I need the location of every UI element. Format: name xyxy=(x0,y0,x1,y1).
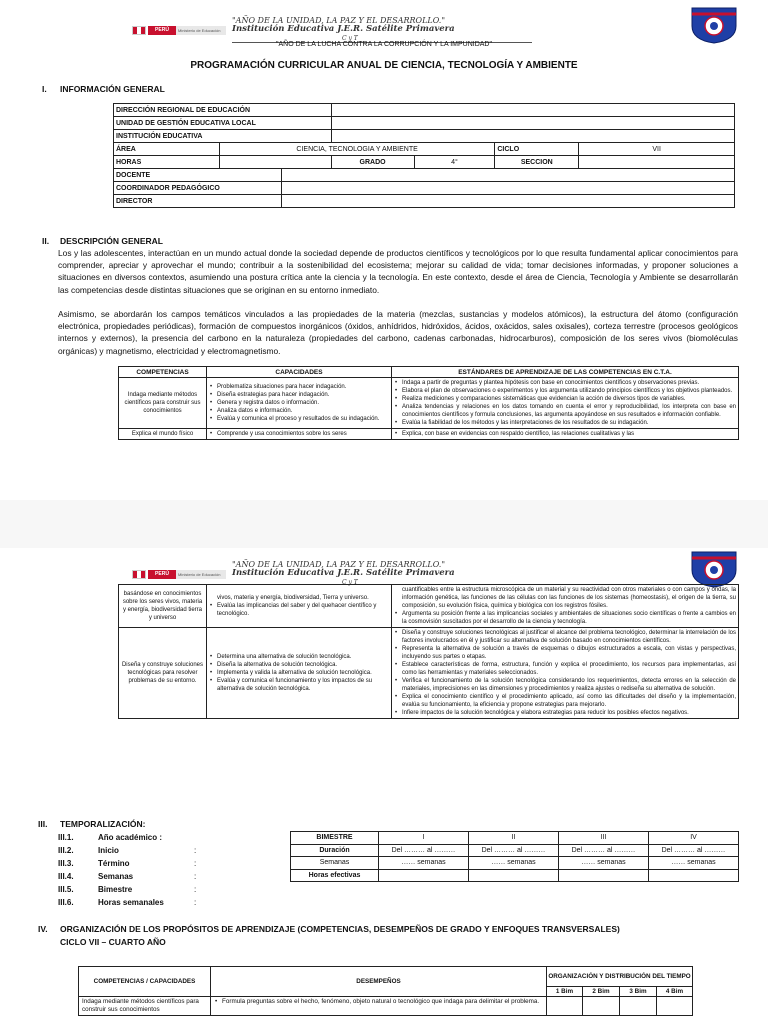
competencia-cell: Diseña y construye soluciones tecnológicas para resolver problemas de su entorno. xyxy=(119,628,207,719)
motto-line-1: "AÑO DE LA UNIDAD, LA PAZ Y EL DESARROLLO." xyxy=(232,16,446,25)
estandar-continued: cuantificables entre la estructura microscópica de un material y su reactividad con otros materiales o con campos y ondas, la información genética, las funciones de las células con las funciones de los sistemas (homeostasis), el origen de la tierra, su composición, su evolución física, química y biológica con los registros fósiles. xyxy=(402,587,736,609)
organization-table xyxy=(78,966,693,1016)
col-header-bim-1: 1 Bim xyxy=(547,987,583,997)
list-item: • Determina una alternativa de solución tecnológica. xyxy=(209,653,389,661)
ie-value[interactable] xyxy=(331,130,734,143)
list-item: • Implementa y valida la alternativa de solución tecnológica. xyxy=(209,669,389,677)
year-subtitle: "AÑO DE LA LUCHA CONTRA LA CORRUPCIÓN Y LA IMPUNIDAD" xyxy=(276,41,492,48)
school-crest-icon xyxy=(688,6,740,44)
duracion-label: Duración xyxy=(291,844,379,857)
institution-motto xyxy=(232,16,532,43)
bim-col-3: III xyxy=(559,832,649,845)
col-header-bim-2: 2 Bim xyxy=(583,987,620,997)
motto-line-3: C y T xyxy=(342,579,358,586)
horas-cell[interactable] xyxy=(559,869,649,882)
duracion-cell[interactable]: Del ……… al ……… xyxy=(379,844,469,857)
peru-flag-icon xyxy=(132,26,146,35)
col-header-desempenos: DESEMPEÑOS xyxy=(211,967,547,997)
estandares-cell xyxy=(392,585,739,628)
list-item: • Genera y registra datos o información. xyxy=(209,399,389,407)
desempeno-cell xyxy=(211,997,547,1016)
ugel-label: UNIDAD DE GESTIÓN EDUCATIVA LOCAL xyxy=(114,117,332,130)
list-item: • Evalúa y comunica el proceso y resultados de su indagación. xyxy=(209,415,389,423)
page-gap xyxy=(0,500,768,548)
semanas-cell[interactable]: …… semanas xyxy=(469,857,559,870)
institution-motto xyxy=(232,560,532,587)
section-4-subtitle: CICLO VII – CUARTO AÑO xyxy=(60,937,166,947)
col-header-organizacion: ORGANIZACIÓN Y DISTRIBUCIÓN DEL TIEMPO xyxy=(547,967,693,987)
grado-value: 4° xyxy=(414,156,495,169)
bim-col-2: II xyxy=(469,832,559,845)
area-value: CIENCIA, TECNOLOGIA Y AMBIENTE xyxy=(219,143,495,156)
bimestre-table xyxy=(290,831,739,882)
duracion-cell[interactable]: Del ……… al ……… xyxy=(469,844,559,857)
list-item: • Comprende y usa conocimientos sobre los seres xyxy=(209,430,389,438)
area-label: ÁREA xyxy=(114,143,220,156)
list-item: III.6. Horas semanales : xyxy=(58,898,197,907)
ciclo-label: CICLO xyxy=(495,143,579,156)
estandares-cell xyxy=(392,628,739,719)
bimestre-label: BIMESTRE xyxy=(291,832,379,845)
estandares-cell xyxy=(392,429,739,440)
dre-label: DIRECCIÓN REGIONAL DE EDUCACIÓN xyxy=(114,104,332,117)
director-label: DIRECTOR xyxy=(114,195,282,208)
list-item: • Establece características de forma, estructura, función y explica el procedimiento, los recursos para implementarlas, así como las herramientas y materiales seleccionados. xyxy=(394,661,736,677)
docente-label: DOCENTE xyxy=(114,169,282,182)
list-item: • Problematiza situaciones para hacer indagación. xyxy=(209,383,389,391)
list-item: • Verifica el funcionamiento de la solución tecnológica considerando los requerimientos, detecta errores en la selección de materiales, imprecisiones en las dimensiones y procedimientos y realiza ajustes o rediseña su alternativa de solución. xyxy=(394,677,736,693)
list-item: • Diseña la alternativa de solución tecnológica. xyxy=(209,661,389,669)
list-item: • Explica el conocimiento científico y el procedimiento aplicado, así como las dificultades del diseño y la implementación, evalúa su funcionamiento, la eficiencia y propone estrategias para mejorarlo. xyxy=(394,693,736,709)
bim-cell[interactable] xyxy=(620,997,657,1016)
capacidades-cell xyxy=(207,378,392,429)
list-item: • Realiza mediciones y comparaciones sistemáticas que evidencian la acción de diversos tipos de variables. xyxy=(394,395,736,403)
general-info-table xyxy=(113,103,735,208)
bim-col-1: I xyxy=(379,832,469,845)
list-item: • Elabora el plan de observaciones o experimentos y los argumenta utilizando principios científicos y los objetivos planteados. xyxy=(394,387,736,395)
section-2-heading: II. DESCRIPCIÓN GENERAL xyxy=(42,236,163,246)
motto-line-1: "AÑO DE LA UNIDAD, LA PAZ Y EL DESARROLLO." xyxy=(232,560,446,569)
competencia-cell: Explica el mundo físico xyxy=(119,429,207,440)
capacidades-cell xyxy=(207,429,392,440)
table-row xyxy=(119,378,739,429)
semanas-label: Semanas xyxy=(291,857,379,870)
table-row xyxy=(119,585,739,628)
competencies-table-continued xyxy=(118,584,739,719)
motto-line-2: Institución Educativa J.E.R. Satélite Primavera xyxy=(232,24,455,34)
list-item: • Explica, con base en evidencias con respaldo científico, las relaciones cualitativas y las xyxy=(394,430,736,438)
list-item: • Evalúa la fiabilidad de los métodos y las interpretaciones de los resultados de su indagación. xyxy=(394,419,736,427)
list-item: III.4. Semanas : xyxy=(58,872,197,881)
list-item: • Diseña estrategias para hacer indagación. xyxy=(209,391,389,399)
bim-cell[interactable] xyxy=(583,997,620,1016)
page-header xyxy=(0,0,768,44)
col-header-estandares: ESTÁNDARES DE APRENDIZAJE DE LAS COMPETENCIAS EN C.T.A. xyxy=(392,367,739,378)
list-item: • Analiza tendencias y relaciones en los datos tomando en cuenta el error y reproducibilidad, los interpreta con base en conocimientos científicos y formula conclusiones, las argumenta apoyándose en sus resultados e información confiable. xyxy=(394,403,736,419)
peru-flag-icon xyxy=(132,570,146,579)
col-header-competencias: COMPETENCIAS xyxy=(119,367,207,378)
ugel-value[interactable] xyxy=(331,117,734,130)
list-item: • Analiza datos e información. xyxy=(209,407,389,415)
col-header-bim-3: 3 Bim xyxy=(620,987,657,997)
peru-logo: PERÚ xyxy=(148,26,176,35)
seccion-label: SECCION xyxy=(495,156,579,169)
director-value[interactable] xyxy=(281,195,734,208)
peru-logo: PERÚ xyxy=(148,570,176,579)
docente-value[interactable] xyxy=(281,169,734,182)
semanas-cell[interactable]: …… semanas xyxy=(559,857,649,870)
bim-cell[interactable] xyxy=(657,997,693,1016)
bim-col-4: IV xyxy=(649,832,739,845)
competencia-cell: Indaga mediante métodos científicos para construir sus conocimientos xyxy=(119,378,207,429)
list-item: III.5. Bimestre : xyxy=(58,885,197,894)
grado-label: GRADO xyxy=(331,156,414,169)
document-title: PROGRAMACIÓN CURRICULAR ANUAL DE CIENCIA, TECNOLOGÍA Y AMBIENTE xyxy=(190,60,578,71)
list-item: III.1. Año académico : xyxy=(58,833,163,842)
list-item: • Representa la alternativa de solución a través de esquemas o dibujos estructurados a escala, con vistas y perspectivas, incluyendo sus partes o etapas. xyxy=(394,645,736,661)
list-item: • Evalúa y comunica el funcionamiento y los impactos de su alternativa de solución tecnológica. xyxy=(209,677,389,693)
horas-cell[interactable] xyxy=(649,869,739,882)
capacidades-cell xyxy=(207,628,392,719)
list-item: III.2. Inicio : xyxy=(58,846,197,855)
coordinador-label: COORDINADOR PEDAGÓGICO xyxy=(114,182,282,195)
description-paragraph-1: Los y las adolescentes, interactúan en un mundo actual donde la sociedad depende de productos científicos y tecnológicos por lo que resulta fundamental aplicar conocimientos para comprender, apreciar y aprovechar el mundo; contribuir a la sostenibilidad del ecosistema; mejorar su calidad de vida; tomar decisiones informadas, y proponer soluciones a situaciones en diversos contextos, asumiendo una postura crítica ante la ciencia y la tecnología. En este contexto, desde el área de Ciencia, Tecnología y Ambiente se desarrollarán las competencias desde distintas situaciones que se originan en su entorno inmediato. xyxy=(58,248,738,295)
list-item: III.3. Término : xyxy=(58,859,197,868)
coordinador-value[interactable] xyxy=(281,182,734,195)
section-1-heading: I. INFORMACIÓN GENERAL xyxy=(42,84,165,94)
table-row xyxy=(79,997,693,1016)
temporalizacion-list xyxy=(58,831,196,909)
list-item: • Infiere impactos de la solución tecnológica y elabora estrategias para reducir los posibles efectos negativos. xyxy=(394,709,736,717)
horas-efectivas-label: Horas efectivas xyxy=(291,869,379,882)
capacidad-continued: vivos, materia y energía, biodiversidad, Tierra y universo. xyxy=(217,595,369,601)
page-two xyxy=(0,548,768,1024)
competencies-table xyxy=(118,366,739,440)
semanas-cell[interactable]: …… semanas xyxy=(379,857,469,870)
minedu-logo: Ministerio de Educación xyxy=(176,570,226,579)
duracion-cell[interactable]: Del ……… al ……… xyxy=(649,844,739,857)
page-one xyxy=(0,0,768,500)
list-item: • Evalúa las implicancias del saber y del quehacer científico y tecnológico. xyxy=(209,602,389,618)
competencia-cell: Indaga mediante métodos científicos para construir sus conocimientos xyxy=(79,997,211,1016)
list-item: • Argumenta su posición frente a las implicancias sociales y ambientales de situaciones socio científicas o frente a cambios en la cosmovisión suscitados por el desarrollo de la ciencia y tecnología. xyxy=(394,610,736,626)
ciclo-value: VII xyxy=(579,143,735,156)
section-4-heading: IV. ORGANIZACIÓN DE LOS PROPÓSITOS DE APRENDIZAJE (COMPETENCIAS, DESEMPEÑOS DE GRADO Y ENFOQUES TRANSVERSALES) xyxy=(38,924,620,934)
duracion-cell[interactable]: Del ……… al ……… xyxy=(559,844,649,857)
motto-line-2: Institución Educativa J.E.R. Satélite Primavera xyxy=(232,568,455,578)
list-item: • Formula preguntas sobre el hecho, fenómeno, objeto natural o tecnológico que indaga para delimitar el problema. xyxy=(214,998,543,1006)
estandares-cell xyxy=(392,378,739,429)
seccion-value[interactable] xyxy=(579,156,735,169)
capacidades-cell xyxy=(207,585,392,628)
list-item: • Indaga a partir de preguntas y plantea hipótesis con base en conocimientos científicos y observaciones previas. xyxy=(394,379,736,387)
competencia-cell: basándose en conocimientos sobre los seres vivos, materia y energía, biodiversidad tierra y universo xyxy=(119,585,207,628)
horas-label: HORAS xyxy=(114,156,220,169)
motto-line-3: C y T xyxy=(342,35,358,42)
section-3-heading: III. TEMPORALIZACIÓN: xyxy=(38,819,146,829)
col-header-competencias: COMPETENCIAS / CAPACIDADES xyxy=(79,967,211,997)
col-header-bim-4: 4 Bim xyxy=(657,987,693,997)
horas-cell[interactable] xyxy=(469,869,559,882)
list-item: • Diseña y construye soluciones tecnológicas al justificar el alcance del problema tecnológico, determinar la interrelación de los factores involucrados en él y justificar su alternativa de solución basado en conocimientos científicos. xyxy=(394,629,736,645)
semanas-cell[interactable]: …… semanas xyxy=(649,857,739,870)
ie-label: INSTITUCIÓN EDUCATIVA xyxy=(114,130,332,143)
table-row xyxy=(119,628,739,719)
table-row xyxy=(119,429,739,440)
minedu-logo: Ministerio de Educación xyxy=(176,26,226,35)
col-header-capacidades: CAPACIDADES xyxy=(207,367,392,378)
bim-cell[interactable] xyxy=(547,997,583,1016)
page-header xyxy=(0,544,768,588)
school-crest-icon xyxy=(688,550,740,588)
description-paragraph-2: Asimismo, se abordarán los campos temáticos vinculados a las propiedades de la materia (mezclas, sustancias y modelos atómicos), la estructura del átomo (configuración electrónica, propiedades periódicas), formación de compuestos inorgánicos (óxidos, anhídridos, hidróxidos, ácidos, oxácidos, sales oxisales), corteza terrestre (procesos geológicos internos y externos), la presencia del carbono en la naturaleza (propiedades del carbono, cadenas carbonadas, hidrocarburos), composición de los seres vivos (biomoléculas orgánicas) y magnetismo, electricidad y electromagnetismo. xyxy=(58,309,738,356)
dre-value[interactable] xyxy=(331,104,734,117)
horas-cell[interactable] xyxy=(379,869,469,882)
horas-value[interactable] xyxy=(219,156,331,169)
